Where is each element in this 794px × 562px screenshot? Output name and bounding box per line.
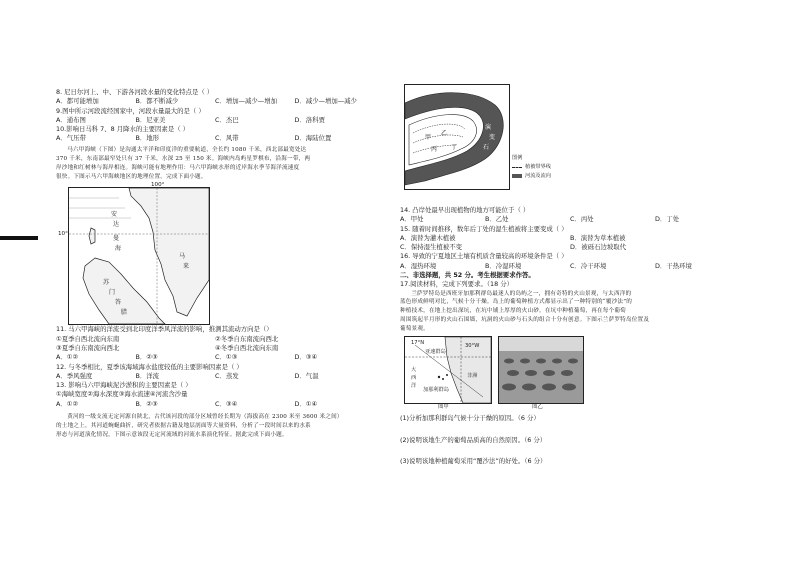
question-14: [400, 206, 740, 225]
map2-label: 非洲: [467, 373, 478, 380]
question-11: [56, 325, 374, 362]
question-10: [56, 125, 374, 144]
question-13: [56, 381, 374, 409]
binding-mark: [0, 236, 38, 240]
map2-label: 大: [411, 367, 417, 374]
right-column: [400, 88, 740, 466]
malacca-map: [68, 187, 210, 325]
diagram-label: 丁: [451, 144, 458, 151]
q9-options: [56, 116, 374, 125]
q13-sub: ①海峡宽度②海水深度③海水流速④河流含沙量: [56, 390, 188, 399]
question-12: [56, 363, 374, 382]
passage-line: 葡萄景观。: [400, 326, 429, 333]
legend-label: 河流及流向: [525, 172, 551, 179]
q15-options: [400, 234, 740, 243]
q8-stem: 8. 尼日尔河上、中、下游各河段水量的变化特点是（ ）: [56, 88, 214, 96]
diagram-legend: [512, 154, 551, 181]
q11-statements: [56, 335, 374, 344]
map1-lon-label: 100°: [151, 182, 165, 189]
q13-stem: 13. 影响马六甲海峡泥沙淤积的主要因素是（ ）: [56, 381, 192, 390]
q15-option-d: D．被砾石边坡取代: [570, 243, 627, 252]
passage-wuding: [56, 413, 374, 440]
section-2-heading: 二、非选择题，共 52 分。考生根据要求作答。: [400, 270, 535, 279]
q12-options: [56, 372, 374, 381]
q10-option-d: D．海陆位置: [294, 134, 332, 143]
q8-option-a: A．都可能增加: [56, 97, 99, 106]
figure-caption-a: 图甲: [438, 404, 449, 411]
legend-label: 植被带界线: [525, 163, 551, 170]
q16-stem: 16. 导致的宁夏地区土壤有机质含量较高的环境条件是（ ）: [400, 252, 568, 261]
q11-statement: ①夏季自西北流向东南: [56, 334, 120, 343]
passage-lanzarote: [400, 290, 740, 335]
left-column: [56, 88, 374, 440]
legend-title: 图例: [512, 155, 523, 161]
q11-statements: [56, 344, 374, 353]
diagram-label: 丙: [431, 146, 438, 153]
q9-option-a: A．通布图: [56, 115, 86, 124]
q14-option-d: D．丁处: [655, 215, 680, 224]
q14-option-a: A．甲处: [400, 215, 424, 224]
map1-label: 安: [111, 211, 118, 219]
vineyard-photo: [498, 336, 584, 404]
q14-stem: 14. 凸岸处最早出现植物的地方可能位于（ ）: [400, 206, 530, 214]
q17-sub-2: (2)说明该地生产的葡萄品质高的自然原因。（6 分）: [400, 435, 547, 444]
q12-option-d: D．气温: [294, 371, 319, 380]
map2-label: 洋: [411, 383, 417, 390]
q13-options: [56, 400, 374, 409]
diagram-label: 演: [485, 124, 492, 131]
q13-option-a: A．①②: [56, 399, 79, 408]
map1-label: 答: [115, 299, 122, 307]
map1-label: 苏: [103, 279, 110, 287]
map1-label: 曼: [113, 235, 120, 243]
passage-line: 岸沙地和红树林与海岸相连。海峡可能有地理作用：马六甲海峡水形的近岸海水季节海洋流速度: [56, 164, 300, 171]
q8-option-d: D．减少—增加—减少: [294, 97, 357, 106]
diagram-label: 石: [483, 144, 490, 151]
malacca-map-wrap: [56, 183, 374, 325]
q8-option-b: B．都不断减少: [135, 97, 179, 106]
q12-stem: 12. 与冬季相比，夏季该海域海水盐度较低的主要影响因素是（ ）: [56, 362, 243, 371]
q11-option-c: C．①③: [215, 353, 238, 362]
passage-line: 马六甲海峡（下图）是沟通太平洋和印度洋的重要航道，全长约 1080 千米，西北部最宽处达: [67, 146, 307, 153]
passage-malacca: [56, 146, 374, 182]
q14-options: [400, 215, 740, 224]
q16-option-d: D．干热环境: [655, 261, 692, 270]
map1-label: 来: [183, 263, 190, 271]
q10-options: [56, 134, 374, 143]
passage-line: 形态与河道演化情况，下图示意该段无定河流域的河流水系演化特征。据此完成下面小题。: [56, 431, 288, 438]
q17-subquestions: [400, 414, 740, 466]
q11-options: [56, 353, 374, 362]
q16-option-b: B．冷湿环境: [485, 261, 522, 270]
passage-line: 的土地之上，其河道蜿蜒曲折，研究者依据古籍及地层剖面等大量资料，分析了一段时间以来的水系: [56, 422, 311, 429]
q16-options: [400, 262, 740, 271]
q13-option-b: B．②③: [135, 399, 158, 408]
q10-stem: 10.影响日马科 7、8 月降水的主要因素是（ ）: [56, 125, 190, 134]
q16-option-a: A．湿热环境: [400, 261, 437, 270]
q12-option-b: B．洋流: [135, 371, 160, 380]
q13-option-c: C．③④: [215, 399, 238, 408]
map2-label: 西: [411, 375, 417, 382]
q16-option-c: C．冷干环境: [570, 261, 607, 270]
q11-statement: ②冬季自东南流向西北: [215, 334, 279, 343]
q9-option-c: C．杰巴: [215, 115, 239, 124]
map1-label: 门: [109, 289, 116, 297]
legend-item: [512, 163, 551, 172]
map1-label: 腊: [121, 309, 128, 317]
question-15: [400, 225, 740, 253]
passage-line: 周围筑起半月形的火山石围墙，坑洞的火山砂与石头的组合十分有创意。下图示兰萨罗特岛位置及: [400, 317, 650, 324]
question-9: [56, 107, 374, 126]
q15-stem: 15. 随着时间推移，数年后丁处的湿生植被将主要变成（ ）: [400, 224, 568, 233]
passage-line: 370 千米，东南部最窄处只有 37 千米，水深 25 至 150 米。海峡内岛屿星罗棋布，沿海一带，两: [56, 155, 311, 162]
passage-line: 种植技术，在地上挖出深坑，在坑中铺上厚厚的火山砂。在坑中种植葡萄，再在每个葡萄: [400, 308, 626, 315]
figure-caption-b: 图乙: [532, 404, 543, 411]
question-8: [56, 88, 374, 107]
map2-lon-label: 30°W: [465, 343, 480, 350]
diagram-label: 变: [489, 134, 496, 141]
question-16: [400, 252, 740, 271]
q11-option-a: A．①②: [56, 353, 79, 362]
q15-option-a: A．演替为灌木植被: [400, 233, 456, 242]
q12-option-c: C．蒸发: [215, 371, 239, 380]
canary-map: [404, 336, 492, 404]
map1-label: 达: [113, 221, 120, 229]
q12-option-a: A．季风强度: [56, 371, 93, 380]
q11-statement: ③夏季自东南流向西北: [56, 344, 120, 352]
map1-label: 海: [115, 245, 122, 253]
legend-dash-icon: [512, 167, 522, 168]
meander-diagram: [404, 84, 510, 190]
figure-row: [400, 336, 740, 412]
q15-options: [400, 243, 740, 252]
map2-label: 亚速群岛: [425, 349, 446, 356]
passage-line: 蓝色形成鲜明对比，气候十分干燥。岛上的葡萄种植方式都显示出了一种特别的“覆沙法”的: [400, 299, 633, 306]
q15-option-b: B．演替为草本植被: [570, 233, 626, 242]
diagram-label: 乙: [441, 130, 448, 137]
map1-label: 马: [179, 253, 186, 261]
q9-option-d: D．洛科贾: [294, 115, 325, 124]
map1-lat-label: 10°: [58, 231, 68, 238]
passage-line: 黄河的一级支流无定河源自陕北，古代该河段的部分区域曾经长期为（海拔高在 2300 米至 3600 米之间）: [67, 413, 343, 420]
q8-option-c: C．增加—减少—增加: [215, 97, 277, 106]
q10-option-c: C．风带: [215, 134, 239, 143]
q14-option-c: C．丙处: [570, 215, 594, 224]
passage-line: 很快。下图示马六甲海峡地区的地理位置。完成下面小题。: [56, 173, 207, 180]
q11-stem: 11. 马六甲海峡的洋流受到北印度洋季风洋流的影响，推测其流动方向是（）: [56, 325, 273, 334]
q11-option-d: D．③④: [294, 353, 318, 362]
passage-line: 兰萨罗特岛是西班牙加那利群岛最迷人的岛屿之一，拥有奇特的火山景观，与太西洋的: [411, 290, 632, 297]
legend-item: [512, 172, 551, 181]
meander-diagram-wrap: [400, 88, 740, 196]
q14-option-b: B．乙处: [485, 215, 509, 224]
legend-arrow-icon: [512, 174, 522, 178]
q17-sub-3: (3)说明该地种植葡萄采用“覆沙法”的好处。（6 分）: [400, 456, 547, 465]
q17-sub-1: (1)分析加那利群岛气候十分干燥的原因。（6 分）: [400, 414, 540, 423]
map2-label: 加那利群岛: [423, 387, 449, 394]
q8-options: [56, 97, 374, 106]
q10-option-a: A．气压带: [56, 134, 86, 143]
map2-lat-label: 17°N: [411, 340, 425, 347]
q10-option-b: B．地形: [135, 134, 160, 143]
q11-option-b: B．②③: [135, 353, 158, 362]
q17-heading: 17.阅读材料，完成下列要求。（18 分）: [400, 280, 513, 289]
q11-statement: ④冬季自西北流向东南: [215, 344, 279, 352]
diagram-label: 甲: [425, 134, 432, 141]
q9-stem: 9.图中所示河段流经国家中，河段水量最大的是（ ）: [56, 106, 205, 115]
q15-option-c: C．保持湿生植被不变: [400, 243, 462, 252]
q13-option-d: D．①④: [294, 399, 318, 408]
q9-option-b: B．尼亚美: [135, 115, 166, 124]
